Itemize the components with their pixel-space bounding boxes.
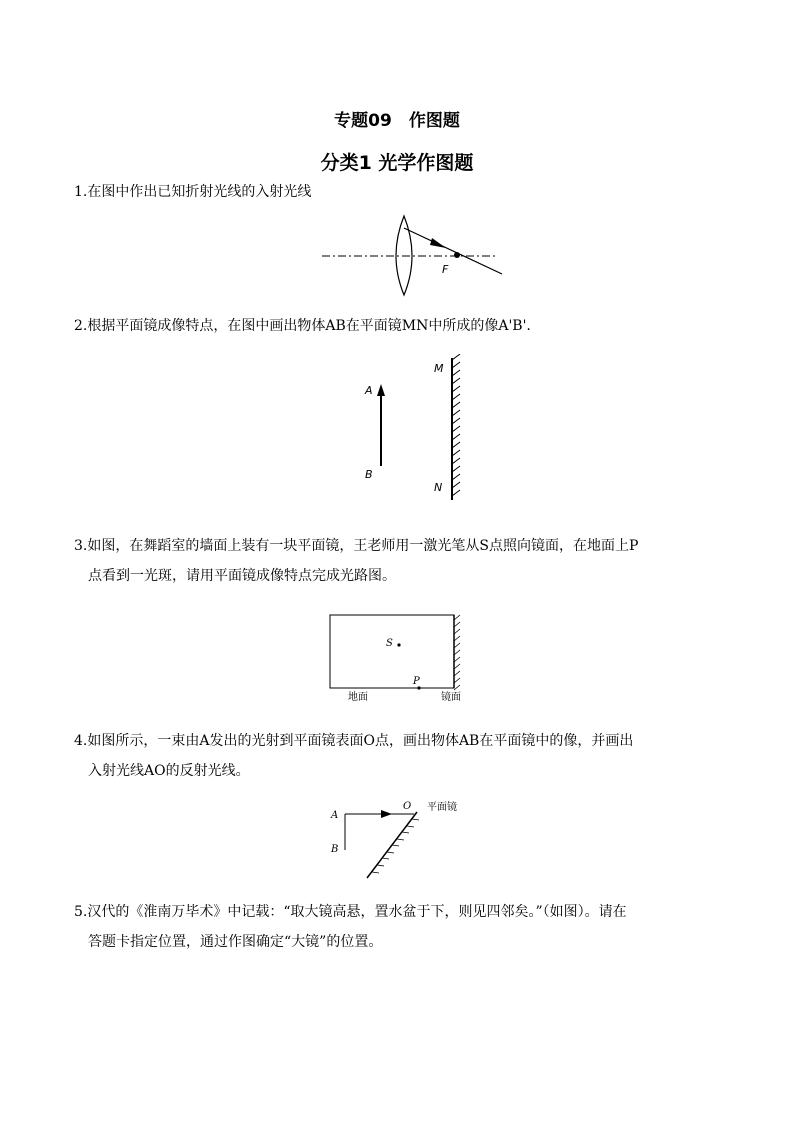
point-S [397,643,400,646]
question-number: 1. [74,184,88,200]
label-N: N [434,481,443,494]
section-title: 分类1 光学作图题 [320,152,474,174]
question-number: 3. [74,538,88,554]
label-mirror: 平面镜 [427,802,457,813]
question-text: 根据平面镜成像特点，在图中画出物体AB在平面镜MN中所成的像A'B'. [87,318,531,334]
label-M: M [434,362,444,375]
question-1 [74,177,734,207]
question-2 [74,311,734,341]
refracted-ray [404,228,502,274]
figure-dance-room [326,612,471,704]
label-ground: 地面 [348,692,368,703]
label-mirror: 镜面 [441,692,461,703]
question-text: 在图中作出已知折射光线的入射光线 [87,184,312,200]
ray-arrowhead [381,810,392,818]
label-O: O [403,801,412,812]
figure-reflection [326,796,471,882]
label-A: A [365,384,373,397]
question-4 [74,726,734,786]
question-text-line2: 答题卡指定位置，通过作图确定“大镜”的位置。 [88,934,383,950]
label-P: P [413,676,420,687]
question-text-line1: 汉代的《淮南万毕术》中记载：“取大镜高悬，置水盆于下，则见四邻矣。”（如图）。请在 [87,904,627,920]
mirror-hatching [454,615,460,690]
label-B: B [365,468,373,481]
question-number: 4. [74,733,88,749]
question-text-line1: 如图所示，一束由A发出的光射到平面镜表面O点，画出物体AB在平面镜中的像，并画出 [87,733,634,749]
figure-lens [318,212,508,298]
question-5 [74,897,734,957]
question-number: 2. [74,318,88,334]
label-A: A [331,810,339,821]
question-text-line2: 入射光线AO的反射光线。 [88,763,250,779]
label-F: F [442,263,449,276]
ray-arrow [430,238,446,248]
mirror-hatching [452,354,460,496]
question-text-line2: 点看到一光斑，请用平面镜成像特点完成光路图。 [88,568,396,584]
question-3 [74,531,734,591]
focal-point [454,252,460,258]
label-B: B [331,844,339,855]
mirror-hatching [372,819,419,873]
question-text-line1: 如图，在舞蹈室的墙面上装有一块平面镜，王老师用一激光笔从S点照向镜面，在地面上P [87,538,639,554]
room-outline [330,615,454,688]
figure-plane-mirror [360,354,470,506]
object-arrowhead [377,384,385,396]
question-number: 5. [74,904,88,920]
page-title: 专题09 作图题 [334,111,460,131]
label-S: S [386,638,393,649]
